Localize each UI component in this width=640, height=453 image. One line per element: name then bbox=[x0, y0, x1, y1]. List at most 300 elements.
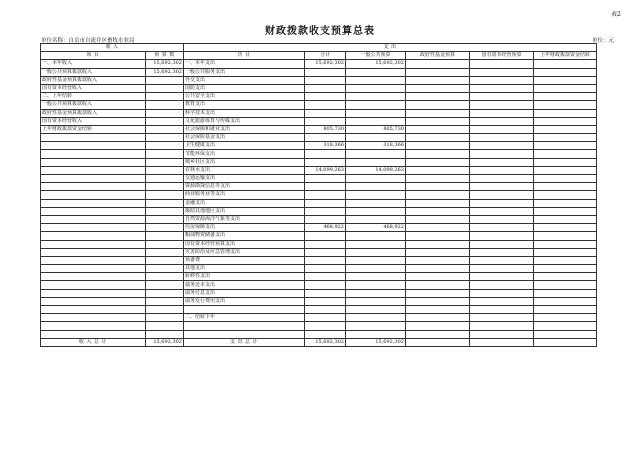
income-item-cell bbox=[41, 273, 146, 281]
gov-fund-cell bbox=[406, 134, 470, 142]
income-item-cell: 国有资本经营收入 bbox=[41, 84, 146, 92]
fiscal-transfer-cell bbox=[534, 224, 597, 232]
expense-item-cell: 预备费 bbox=[184, 256, 305, 264]
table-row bbox=[41, 76, 597, 84]
gov-fund-cell bbox=[406, 175, 470, 183]
gov-fund-cell bbox=[406, 125, 470, 133]
table-row bbox=[41, 134, 597, 142]
state-capital-cell bbox=[470, 207, 534, 215]
expense-item-cell: 国有资本经营预算支出 bbox=[184, 240, 305, 248]
state-capital-cell bbox=[470, 199, 534, 207]
fiscal-transfer-cell bbox=[534, 142, 597, 150]
table-row bbox=[41, 273, 597, 281]
expense-item-cell: 社会保障和就业支出 bbox=[184, 125, 305, 133]
total-amount-cell bbox=[305, 175, 346, 183]
total-amount-cell bbox=[305, 273, 346, 281]
fiscal-transfer-cell bbox=[534, 297, 597, 305]
expense-item-cell: 资源勘探信息等支出 bbox=[184, 183, 305, 191]
state-capital-cell bbox=[470, 166, 534, 174]
income-amount-cell bbox=[146, 273, 184, 281]
table-row bbox=[41, 256, 597, 264]
table-row bbox=[41, 93, 597, 101]
income-item-header: 项 目 bbox=[41, 52, 146, 60]
total-amount-cell bbox=[305, 207, 346, 215]
table-row bbox=[41, 191, 597, 199]
income-amount-cell bbox=[146, 232, 184, 240]
total-amount-cell bbox=[305, 265, 346, 273]
total-amount-cell bbox=[305, 297, 346, 305]
general-amount-cell bbox=[346, 240, 406, 248]
state-capital-total bbox=[470, 338, 534, 346]
state-capital-cell bbox=[470, 183, 534, 191]
table-row bbox=[41, 215, 597, 223]
total-amount-cell bbox=[305, 158, 346, 166]
total-amount-cell bbox=[305, 232, 346, 240]
total-amount-cell bbox=[305, 84, 346, 92]
state-capital-cell bbox=[470, 322, 534, 330]
income-amount-cell bbox=[146, 265, 184, 273]
state-capital-cell bbox=[470, 101, 534, 109]
fiscal-transfer-cell bbox=[534, 150, 597, 158]
income-amount-cell bbox=[146, 240, 184, 248]
table-row bbox=[41, 207, 597, 215]
state-capital-cell bbox=[470, 125, 534, 133]
income-amount-cell bbox=[146, 215, 184, 223]
budget-table bbox=[40, 43, 597, 347]
state-capital-cell bbox=[470, 289, 534, 297]
table-row bbox=[41, 142, 597, 150]
table-row bbox=[41, 248, 597, 256]
income-budget-header: 预 算 数 bbox=[146, 52, 184, 60]
gov-fund-total bbox=[406, 338, 470, 346]
expense-item-cell: 金融支出 bbox=[184, 199, 305, 207]
state-capital-cell bbox=[470, 142, 534, 150]
general-amount-cell: 15,692,302 bbox=[346, 60, 406, 68]
expense-item-cell: 国防支出 bbox=[184, 84, 305, 92]
expense-header: 支 出 bbox=[184, 44, 597, 52]
expense-item-cell: 科学技术支出 bbox=[184, 109, 305, 117]
state-capital-cell bbox=[470, 224, 534, 232]
gov-fund-cell bbox=[406, 281, 470, 289]
income-item-cell: 二、上年结转 bbox=[41, 93, 146, 101]
expense-item-cell: 公共安全支出 bbox=[184, 93, 305, 101]
state-capital-cell bbox=[470, 134, 534, 142]
expense-item-cell: 城乡社区支出 bbox=[184, 158, 305, 166]
gov-fund-cell bbox=[406, 289, 470, 297]
income-amount-cell bbox=[146, 224, 184, 232]
gov-fund-cell bbox=[406, 215, 470, 223]
total-amount-cell bbox=[305, 240, 346, 248]
expense-item-cell: 灾害防治及应急管理支出 bbox=[184, 248, 305, 256]
fiscal-transfer-cell bbox=[534, 265, 597, 273]
state-capital-cell bbox=[470, 68, 534, 76]
income-amount-cell bbox=[146, 207, 184, 215]
expense-item-cell: 卫生健康支出 bbox=[184, 142, 305, 150]
table-row bbox=[41, 84, 597, 92]
general-amount-cell bbox=[346, 134, 406, 142]
total-amount-cell bbox=[305, 150, 346, 158]
gov-fund-cell bbox=[406, 60, 470, 68]
sheet-number: 表2 bbox=[611, 11, 621, 18]
state-capital-cell bbox=[470, 248, 534, 256]
expense-total-label: 支 出 总 计 bbox=[184, 338, 305, 346]
income-item-cell bbox=[41, 224, 146, 232]
general-amount-cell bbox=[346, 306, 406, 314]
total-amount-cell: 318,366 bbox=[305, 142, 346, 150]
income-total-amount: 15,692,302 bbox=[146, 338, 184, 346]
fiscal-transfer-cell bbox=[534, 306, 597, 314]
expense-item-cell: 一、本年支出 bbox=[184, 60, 305, 68]
income-item-cell: 一般公共预算拨款收入 bbox=[41, 101, 146, 109]
state-capital-header: 国有资本经营预算 bbox=[470, 52, 534, 60]
state-capital-cell bbox=[470, 191, 534, 199]
income-item-cell bbox=[41, 134, 146, 142]
gov-fund-cell bbox=[406, 142, 470, 150]
income-amount-cell bbox=[146, 281, 184, 289]
general-amount-cell: 468,922 bbox=[346, 224, 406, 232]
gov-fund-cell bbox=[406, 117, 470, 125]
income-amount-cell bbox=[146, 314, 184, 322]
state-capital-cell bbox=[470, 150, 534, 158]
gov-fund-cell bbox=[406, 306, 470, 314]
income-item-cell bbox=[41, 256, 146, 264]
income-item-cell bbox=[41, 306, 146, 314]
income-item-cell: 上年财政拨款资金结转 bbox=[41, 125, 146, 133]
expense-item-cell: 商业服务业等支出 bbox=[184, 191, 305, 199]
gov-fund-cell bbox=[406, 93, 470, 101]
total-amount-cell bbox=[305, 215, 346, 223]
expense-total-amount: 15,692,302 bbox=[305, 338, 346, 346]
fiscal-transfer-cell bbox=[534, 215, 597, 223]
table-row bbox=[41, 175, 597, 183]
income-item-cell: 国有资本经营收入 bbox=[41, 117, 146, 125]
income-amount-cell bbox=[146, 175, 184, 183]
income-amount-cell bbox=[146, 330, 184, 338]
general-amount-cell bbox=[346, 109, 406, 117]
total-amount-cell bbox=[305, 68, 346, 76]
fiscal-transfer-header: 上年财政拨款资金结转 bbox=[534, 52, 597, 60]
general-amount-cell bbox=[346, 314, 406, 322]
expense-item-cell: 住房保障支出 bbox=[184, 224, 305, 232]
gov-fund-cell bbox=[406, 232, 470, 240]
expense-item-cell: 粮油物资储备支出 bbox=[184, 232, 305, 240]
income-item-cell: 政府性基金预算拨款收入 bbox=[41, 109, 146, 117]
total-amount-cell bbox=[305, 183, 346, 191]
gov-fund-cell bbox=[406, 199, 470, 207]
page-title: 财政拨款收支预算总表 bbox=[265, 26, 375, 37]
total-amount-cell: 14,099,263 bbox=[305, 166, 346, 174]
state-capital-cell bbox=[470, 232, 534, 240]
total-amount-cell bbox=[305, 330, 346, 338]
state-capital-cell bbox=[470, 109, 534, 117]
total-amount-cell bbox=[305, 93, 346, 101]
fiscal-transfer-cell bbox=[534, 101, 597, 109]
income-amount-cell bbox=[146, 125, 184, 133]
table-row bbox=[41, 60, 597, 68]
table-row bbox=[41, 240, 597, 248]
fiscal-transfer-cell bbox=[534, 84, 597, 92]
income-item-cell bbox=[41, 142, 146, 150]
total-amount-cell bbox=[305, 289, 346, 297]
fiscal-transfer-cell bbox=[534, 109, 597, 117]
table-row bbox=[41, 232, 597, 240]
income-item-cell bbox=[41, 207, 146, 215]
gov-fund-cell bbox=[406, 207, 470, 215]
income-amount-cell bbox=[146, 191, 184, 199]
total-amount-cell bbox=[305, 199, 346, 207]
income-amount-cell bbox=[146, 166, 184, 174]
income-item-cell bbox=[41, 322, 146, 330]
fiscal-transfer-cell bbox=[534, 117, 597, 125]
state-capital-cell bbox=[470, 60, 534, 68]
fiscal-transfer-cell bbox=[534, 158, 597, 166]
fiscal-transfer-cell bbox=[534, 281, 597, 289]
gov-fund-cell bbox=[406, 273, 470, 281]
income-amount-cell: 15,692,302 bbox=[146, 60, 184, 68]
state-capital-cell bbox=[470, 93, 534, 101]
gov-fund-cell bbox=[406, 183, 470, 191]
table-row bbox=[41, 330, 597, 338]
expense-item-cell: 援助其他地区支出 bbox=[184, 207, 305, 215]
income-amount-cell bbox=[146, 142, 184, 150]
income-amount-cell bbox=[146, 101, 184, 109]
general-amount-cell bbox=[346, 330, 406, 338]
general-amount-cell bbox=[346, 322, 406, 330]
general-total-amount: 15,692,302 bbox=[346, 338, 406, 346]
state-capital-cell bbox=[470, 158, 534, 166]
fiscal-transfer-cell bbox=[534, 256, 597, 264]
state-capital-cell bbox=[470, 265, 534, 273]
income-header: 收 入 bbox=[41, 44, 184, 52]
total-amount-cell bbox=[305, 76, 346, 84]
income-amount-cell bbox=[146, 93, 184, 101]
state-capital-cell bbox=[470, 297, 534, 305]
gov-fund-cell bbox=[406, 322, 470, 330]
total-amount-cell bbox=[305, 101, 346, 109]
expense-item-cell bbox=[184, 330, 305, 338]
total-amount-cell bbox=[305, 281, 346, 289]
totals-row bbox=[41, 338, 597, 346]
table-row bbox=[41, 314, 597, 322]
total-amount-cell: 15,692,302 bbox=[305, 60, 346, 68]
income-item-cell bbox=[41, 330, 146, 338]
state-capital-cell bbox=[470, 215, 534, 223]
table-row bbox=[41, 68, 597, 76]
table-row bbox=[41, 265, 597, 273]
state-capital-cell bbox=[470, 175, 534, 183]
fiscal-transfer-cell bbox=[534, 68, 597, 76]
income-amount-cell bbox=[146, 158, 184, 166]
expense-item-cell: 自然资源海洋气象等支出 bbox=[184, 215, 305, 223]
fiscal-transfer-cell bbox=[534, 93, 597, 101]
gov-fund-cell bbox=[406, 240, 470, 248]
state-capital-cell bbox=[470, 273, 534, 281]
fiscal-transfer-cell bbox=[534, 314, 597, 322]
gov-fund-cell bbox=[406, 330, 470, 338]
total-amount-cell bbox=[305, 248, 346, 256]
income-item-cell: 一、本年收入 bbox=[41, 60, 146, 68]
expense-item-cell: 二、结转下年 bbox=[184, 314, 305, 322]
income-amount-cell bbox=[146, 297, 184, 305]
income-item-cell bbox=[41, 240, 146, 248]
income-item-cell bbox=[41, 297, 146, 305]
total-amount-cell bbox=[305, 256, 346, 264]
fiscal-transfer-cell bbox=[534, 240, 597, 248]
expense-item-cell: 外交支出 bbox=[184, 76, 305, 84]
state-capital-cell bbox=[470, 117, 534, 125]
state-capital-cell bbox=[470, 240, 534, 248]
general-amount-cell bbox=[346, 101, 406, 109]
income-amount-cell bbox=[146, 134, 184, 142]
gov-fund-cell bbox=[406, 158, 470, 166]
income-item-cell bbox=[41, 232, 146, 240]
fiscal-transfer-cell bbox=[534, 166, 597, 174]
general-amount-cell bbox=[346, 76, 406, 84]
income-item-cell bbox=[41, 183, 146, 191]
general-amount-cell bbox=[346, 273, 406, 281]
general-budget-header: 一般公共预算 bbox=[346, 52, 406, 60]
income-amount-cell bbox=[146, 183, 184, 191]
gov-fund-cell bbox=[406, 248, 470, 256]
fiscal-transfer-cell bbox=[534, 289, 597, 297]
total-amount-cell: 468,922 bbox=[305, 224, 346, 232]
fiscal-transfer-cell bbox=[534, 183, 597, 191]
fiscal-transfer-cell bbox=[534, 191, 597, 199]
table-row bbox=[41, 109, 597, 117]
fiscal-transfer-cell bbox=[534, 76, 597, 84]
income-item-cell bbox=[41, 248, 146, 256]
gov-fund-cell bbox=[406, 84, 470, 92]
header-row-1 bbox=[41, 44, 597, 52]
general-amount-cell: 318,366 bbox=[346, 142, 406, 150]
fiscal-transfer-cell bbox=[534, 125, 597, 133]
general-amount-cell: 14,099,263 bbox=[346, 166, 406, 174]
table-row bbox=[41, 150, 597, 158]
expense-item-cell: 农林水支出 bbox=[184, 166, 305, 174]
table-row bbox=[41, 166, 597, 174]
gov-fund-cell bbox=[406, 224, 470, 232]
income-amount-cell bbox=[146, 84, 184, 92]
income-amount-cell bbox=[146, 199, 184, 207]
unit-label: 单位：元 bbox=[592, 38, 615, 44]
table-row bbox=[41, 199, 597, 207]
total-amount-cell bbox=[305, 134, 346, 142]
gov-fund-header: 政府性基金预算 bbox=[406, 52, 470, 60]
income-item-cell bbox=[41, 281, 146, 289]
income-item-cell: 一般公共预算拨款收入 bbox=[41, 68, 146, 76]
income-amount-cell: 15,692,302 bbox=[146, 68, 184, 76]
general-amount-cell bbox=[346, 297, 406, 305]
fiscal-transfer-cell bbox=[534, 232, 597, 240]
expense-item-cell: 教育支出 bbox=[184, 101, 305, 109]
income-amount-cell bbox=[146, 150, 184, 158]
income-amount-cell bbox=[146, 256, 184, 264]
total-header: 合计 bbox=[305, 52, 346, 60]
fiscal-transfer-cell bbox=[534, 248, 597, 256]
total-amount-cell bbox=[305, 306, 346, 314]
income-item-cell bbox=[41, 314, 146, 322]
gov-fund-cell bbox=[406, 101, 470, 109]
income-item-cell bbox=[41, 158, 146, 166]
general-amount-cell bbox=[346, 215, 406, 223]
general-amount-cell bbox=[346, 175, 406, 183]
expense-item-cell bbox=[184, 306, 305, 314]
fiscal-transfer-cell bbox=[534, 330, 597, 338]
table-row bbox=[41, 125, 597, 133]
state-capital-cell bbox=[470, 314, 534, 322]
gov-fund-cell bbox=[406, 76, 470, 84]
general-amount-cell bbox=[346, 183, 406, 191]
income-item-cell bbox=[41, 150, 146, 158]
expense-item-cell: 债务付息支出 bbox=[184, 289, 305, 297]
state-capital-cell bbox=[470, 256, 534, 264]
fiscal-transfer-cell bbox=[534, 60, 597, 68]
total-amount-cell bbox=[305, 322, 346, 330]
expense-item-cell: 一般公共服务支出 bbox=[184, 68, 305, 76]
gov-fund-cell bbox=[406, 191, 470, 199]
general-amount-cell bbox=[346, 84, 406, 92]
state-capital-cell bbox=[470, 84, 534, 92]
general-amount-cell bbox=[346, 207, 406, 215]
expense-item-cell: 债务发行费用支出 bbox=[184, 297, 305, 305]
total-amount-cell bbox=[305, 314, 346, 322]
general-amount-cell bbox=[346, 256, 406, 264]
general-amount-cell bbox=[346, 199, 406, 207]
income-amount-cell bbox=[146, 289, 184, 297]
expense-item-cell: 节能环保支出 bbox=[184, 150, 305, 158]
unit-name: 单位名称：自贡市自流井区畜牧水业局 bbox=[41, 38, 135, 44]
income-item-cell bbox=[41, 215, 146, 223]
expense-item-cell: 文化旅游体育与传媒支出 bbox=[184, 117, 305, 125]
table-row bbox=[41, 101, 597, 109]
fiscal-transfer-cell bbox=[534, 134, 597, 142]
income-item-cell bbox=[41, 289, 146, 297]
total-amount-cell bbox=[305, 117, 346, 125]
general-amount-cell bbox=[346, 232, 406, 240]
income-amount-cell bbox=[146, 248, 184, 256]
fiscal-transfer-cell bbox=[534, 199, 597, 207]
gov-fund-cell bbox=[406, 297, 470, 305]
income-amount-cell bbox=[146, 109, 184, 117]
state-capital-cell bbox=[470, 330, 534, 338]
expense-item-cell: 其他支出 bbox=[184, 265, 305, 273]
expense-item-cell bbox=[184, 322, 305, 330]
general-amount-cell bbox=[346, 265, 406, 273]
table-row bbox=[41, 289, 597, 297]
header-row-2 bbox=[41, 52, 597, 60]
table-row bbox=[41, 322, 597, 330]
general-amount-cell: 805,730 bbox=[346, 125, 406, 133]
table-row bbox=[41, 158, 597, 166]
income-item-cell bbox=[41, 191, 146, 199]
state-capital-cell bbox=[470, 306, 534, 314]
general-amount-cell bbox=[346, 68, 406, 76]
table-row bbox=[41, 224, 597, 232]
expense-item-cell: 交通运输支出 bbox=[184, 175, 305, 183]
income-amount-cell bbox=[146, 306, 184, 314]
total-amount-cell: 805,730 bbox=[305, 125, 346, 133]
gov-fund-cell bbox=[406, 109, 470, 117]
gov-fund-cell bbox=[406, 68, 470, 76]
general-amount-cell bbox=[346, 281, 406, 289]
state-capital-cell bbox=[470, 281, 534, 289]
table-row bbox=[41, 281, 597, 289]
expense-item-header: 功 目 bbox=[184, 52, 305, 60]
fiscal-transfer-cell bbox=[534, 175, 597, 183]
income-total-label: 收 入 总 计 bbox=[41, 338, 146, 346]
table-row bbox=[41, 183, 597, 191]
total-amount-cell bbox=[305, 109, 346, 117]
